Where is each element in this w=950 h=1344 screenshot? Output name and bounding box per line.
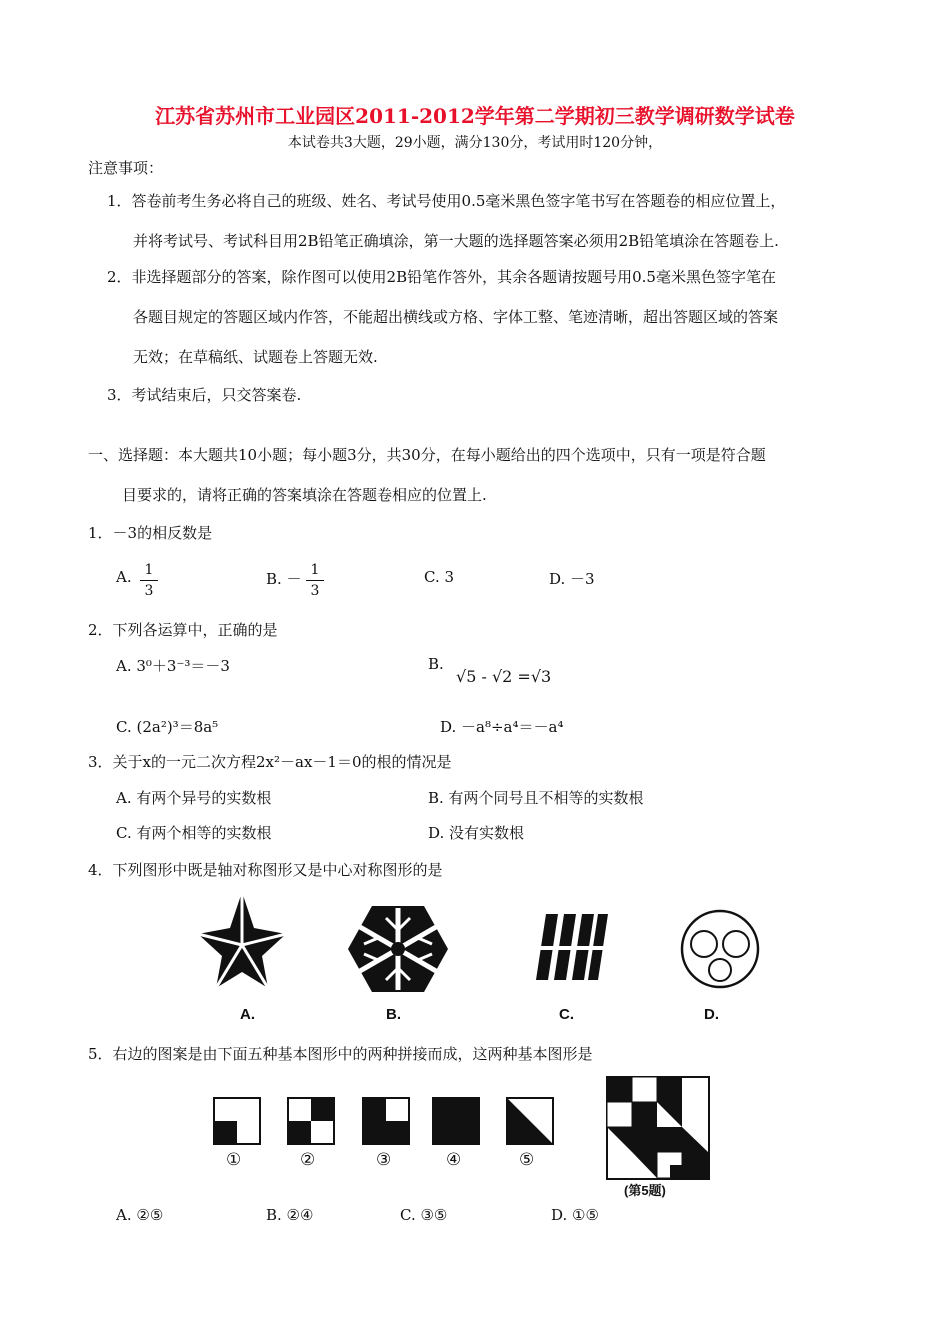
q5-shape-label-3: ③ bbox=[376, 1150, 392, 1170]
q1-a-numerator: 1 bbox=[144, 562, 154, 578]
q4-label-c: C. bbox=[559, 1006, 574, 1023]
fraction-bar bbox=[140, 580, 158, 581]
q4-figure-d-circles bbox=[672, 908, 768, 992]
exam-subtitle: 本试卷共3大题，29小题，满分130分，考试用时120分钟， bbox=[287, 135, 663, 151]
note-1-line-1: 1．答卷前考生务必将自己的班级、姓名、考试号使用0.5毫米黑色签字笔书写在答题卷的相应位置上， bbox=[107, 192, 786, 210]
q1-b-numerator: 1 bbox=[310, 562, 320, 578]
q1-option-a-label: A. bbox=[116, 568, 132, 586]
q1-option-d: D. －3 bbox=[549, 570, 595, 588]
q1-option-a-fraction bbox=[140, 561, 158, 600]
q5-option-d: D. ①⑤ bbox=[551, 1206, 599, 1224]
q1-option-b-fraction bbox=[306, 561, 324, 600]
q3-option-c: C. 有两个相等的实数根 bbox=[116, 824, 272, 842]
q5-shape-1 bbox=[213, 1097, 261, 1145]
q3-stem: 3．关于x的一元二次方程2x²－ax－1＝0的根的情况是 bbox=[88, 753, 452, 771]
q5-option-b: B. ②④ bbox=[266, 1206, 314, 1224]
fraction-bar bbox=[306, 580, 324, 581]
q5-shape-5 bbox=[506, 1097, 554, 1145]
q2-stem: 2．下列各运算中，正确的是 bbox=[88, 621, 278, 639]
q1-option-b-label: B. － bbox=[266, 570, 302, 588]
section-1-line-1: 一、选择题：本大题共10小题；每小题3分，共30分，在每小题给出的四个选项中，只有一项是符合题 bbox=[88, 446, 766, 464]
q4-figure-c-bars bbox=[534, 912, 610, 982]
section-1-line-2: 目要求的，请将正确的答案填涂在答题卷相应的位置上. bbox=[122, 486, 487, 504]
q2-option-b-label: B. bbox=[428, 655, 444, 673]
q3-option-a: A. 有两个异号的实数根 bbox=[116, 789, 272, 807]
exam-title: 江苏省苏州市工业园区2011-2012学年第二学期初三教学调研数学试卷 bbox=[155, 104, 795, 128]
q5-composite-pattern bbox=[606, 1076, 710, 1180]
q2-option-a: A. 3⁰＋3⁻³＝－3 bbox=[116, 657, 230, 675]
q5-shape-label-2: ② bbox=[300, 1150, 316, 1170]
q5-shape-label-5: ⑤ bbox=[519, 1150, 535, 1170]
q4-stem: 4．下列图形中既是轴对称图形又是中心对称图形的是 bbox=[88, 861, 443, 879]
q4-label-a: A. bbox=[240, 1006, 255, 1023]
q5-shape-3 bbox=[362, 1097, 410, 1145]
note-2-line-1: 2．非选择题部分的答案，除作图可以使用2B铅笔作答外，其余各题请按题号用0.5毫米黑色签字笔在 bbox=[107, 268, 776, 286]
note-1-line-2: 并将考试号、考试科目用2B铅笔正确填涂，第一大题的选择题答案必须用2B铅笔填涂在答题卷上. bbox=[133, 232, 779, 250]
q4-label-b: B. bbox=[386, 1006, 401, 1023]
q5-shape-label-4: ④ bbox=[446, 1150, 462, 1170]
note-2-line-3: 无效；在草稿纸、试题卷上答题无效. bbox=[133, 348, 378, 366]
q5-shape-label-1: ① bbox=[226, 1150, 242, 1170]
q3-option-b: B. 有两个同号且不相等的实数根 bbox=[428, 789, 644, 807]
q1-a-denominator: 3 bbox=[144, 583, 154, 599]
q4-figure-a-star bbox=[196, 890, 288, 992]
notes-heading: 注意事项： bbox=[88, 159, 164, 177]
q1-b-denominator: 3 bbox=[310, 583, 320, 599]
q5-option-a: A. ②⑤ bbox=[116, 1206, 164, 1224]
q2-option-c: C. (2a²)³＝8a⁵ bbox=[116, 718, 219, 736]
q5-figure-caption: (第5题) bbox=[624, 1183, 666, 1198]
note-2-line-2: 各题目规定的答题区域内作答，不能超出横线或方格、字体工整、笔迹清晰，超出答题区域的答案 bbox=[133, 308, 779, 326]
q5-option-c: C. ③⑤ bbox=[400, 1206, 448, 1224]
q5-shape-2 bbox=[287, 1097, 335, 1145]
q3-option-d: D. 没有实数根 bbox=[428, 824, 525, 842]
q4-label-d: D. bbox=[704, 1006, 719, 1023]
q1-option-c: C. 3 bbox=[424, 568, 455, 586]
note-3: 3．考试结束后，只交答案卷. bbox=[107, 386, 302, 404]
q1-stem: 1．－3的相反数是 bbox=[88, 524, 213, 542]
q4-figure-b-snowflake bbox=[346, 904, 450, 994]
q5-shape-4 bbox=[432, 1097, 480, 1145]
q2-option-b-expression: √5 - √2 =√3 bbox=[456, 667, 552, 686]
q2-option-d: D. －a⁸÷a⁴＝－a⁴ bbox=[440, 718, 564, 736]
q5-stem: 5．右边的图案是由下面五种基本图形中的两种拼接而成，这两种基本图形是 bbox=[88, 1045, 593, 1063]
